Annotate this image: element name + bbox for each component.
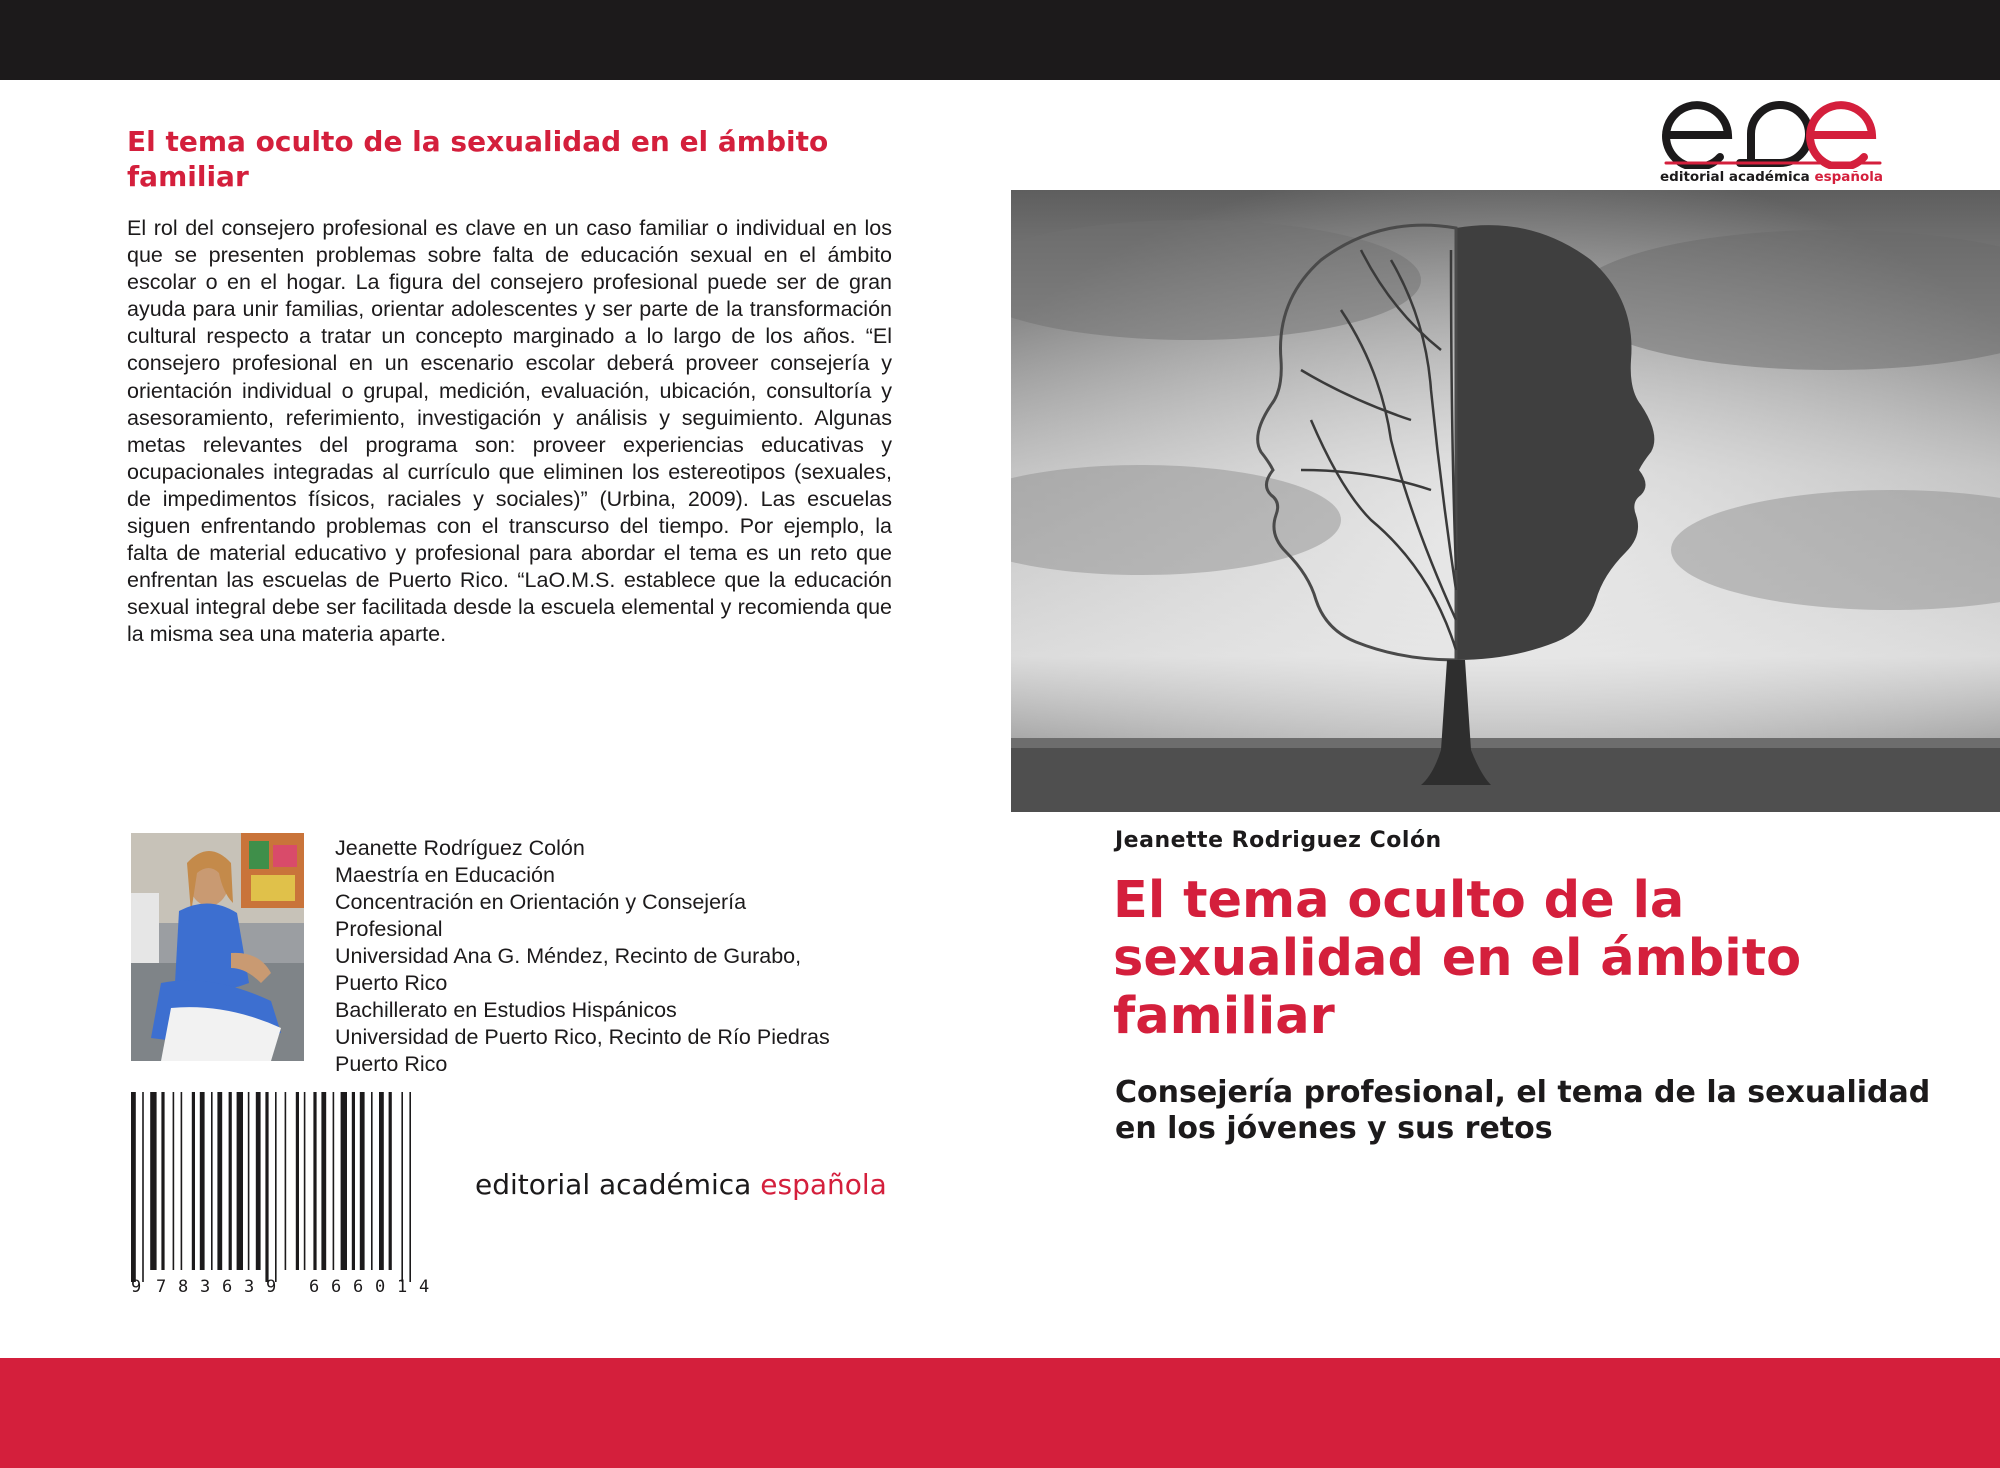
barcode-bar	[304, 1092, 306, 1270]
author-bio-line: Profesional	[335, 917, 443, 941]
back-cover-blurb: El rol del consejero profesional es clave en un caso familiar o individual en los que se presenten problemas sobre falta de educación sexual en el ámbito escolar o en el hogar. La figura del consejero profesional puede ser de gran ayuda para unir familias, orientar adolescentes y ser parte de la transformación cultural respecto a tratar un concepto marginado a lo largo de los años. “El consejero profesional en un escenario escolar deberá proveer consejería y orientación individual o grupal, medición, evaluación, ubicación, consultoría y asesoramiento, referimiento, investigación y análisis y seguimiento. Algunas metas relevantes del programa son: proveer experiencias educativas y ocupacionales integradas al currículo que eliminen los estereotipos (sexuales, de impedimentos físicos, raciales y sociales)” (Urbina, 2009). Las escuelas siguen enfrentando problemas con el transcurso del tiempo. Por ejemplo, la falta de material educativo y profesional para abordar el tema es un reto que enfrentan las escuelas de Puerto Rico. “LaO.M.S. establece que la educación sexual integral debe ser facilitada desde la escuela elemental y recomienda que la misma sea una materia aparte.	[127, 216, 892, 647]
barcode-bar	[161, 1092, 164, 1270]
front-cover-subtitle: Consejería profesional, el tema de la sexualidad en los jóvenes y sus retos	[1115, 1075, 1931, 1146]
barcode-bar	[256, 1092, 261, 1270]
barcode-bar	[313, 1092, 316, 1270]
publisher-name-main: editorial académica	[475, 1168, 752, 1201]
barcode-bar	[229, 1092, 232, 1270]
isbn-digit: 9	[131, 1277, 142, 1297]
isbn-digit: 6	[222, 1277, 233, 1297]
publisher-logo	[1658, 97, 1888, 187]
bottom-bar	[0, 1358, 2000, 1468]
isbn-digit: 4	[419, 1277, 430, 1297]
barcode-bar	[248, 1092, 250, 1270]
barcode-bar	[401, 1092, 403, 1282]
barcode-bar	[150, 1092, 156, 1270]
barcode-bar	[352, 1092, 355, 1270]
author-bio	[335, 835, 895, 1078]
barcode-bar	[409, 1092, 411, 1282]
barcode-bar	[173, 1092, 175, 1270]
barcode-bars	[131, 1092, 411, 1282]
logo-caption	[1660, 169, 1883, 185]
isbn-digit: 0	[375, 1277, 386, 1297]
isbn-digit: 1	[397, 1277, 408, 1297]
barcode-bar	[389, 1092, 392, 1270]
cover-image	[1011, 190, 2000, 812]
isbn-digit: 6	[353, 1277, 364, 1297]
tree-head-silhouette-icon	[1011, 190, 2000, 812]
author-bio-line: Puerto Rico	[335, 971, 448, 995]
front-author-name: Jeanette Rodriguez Colón	[1115, 828, 1442, 853]
barcode-bar	[275, 1092, 277, 1282]
author-bio-line: Bachillerato en Estudios Hispánicos	[335, 998, 677, 1022]
barcode-bar	[333, 1092, 335, 1270]
logo-caption-accent: española	[1814, 169, 1884, 185]
front-cover-title: El tema oculto de la sexualidad en el ámbito familiar	[1113, 871, 1802, 1046]
eae-logo-icon	[1658, 97, 1888, 169]
publisher-name-accent: española	[760, 1168, 887, 1201]
barcode-bar	[181, 1092, 183, 1270]
barcode-bar	[379, 1092, 384, 1270]
barcode-bar	[142, 1092, 144, 1282]
author-bio-line: Concentración en Orientación y Consejería	[335, 890, 747, 914]
barcode-bar	[265, 1092, 268, 1282]
top-bar	[0, 0, 2000, 80]
author-photo-illustration	[131, 833, 304, 1061]
barcode-bar	[296, 1092, 299, 1270]
isbn-digit: 3	[244, 1277, 255, 1297]
barcode-bar	[200, 1092, 205, 1270]
barcode-bar	[321, 1092, 326, 1270]
barcode-bar	[371, 1092, 373, 1270]
author-bio-line: Universidad Ana G. Méndez, Recinto de Gurabo,	[335, 944, 802, 968]
barcode-bar	[360, 1092, 365, 1270]
author-bio-line: Puerto Rico	[335, 1052, 448, 1076]
barcode-bar	[341, 1092, 347, 1270]
barcode-bar	[192, 1092, 195, 1270]
barcode-bar	[285, 1092, 287, 1270]
isbn-digit: 8	[178, 1277, 189, 1297]
barcode-bar	[217, 1092, 222, 1270]
author-bio-line: Maestría en Educación	[335, 863, 555, 887]
author-bio-line: Jeanette Rodríguez Colón	[335, 836, 585, 860]
isbn-digit: 3	[200, 1277, 211, 1297]
isbn-barcode	[131, 1092, 461, 1302]
back-cover-title: El tema oculto de la sexualidad en el ámbito familiar	[127, 125, 829, 193]
author-photo	[131, 833, 304, 1061]
isbn-digit: 7	[156, 1277, 167, 1297]
barcode-bar	[211, 1092, 213, 1270]
isbn-digit: 6	[331, 1277, 342, 1297]
logo-caption-main: editorial académica	[1660, 169, 1810, 185]
isbn-digit: 6	[309, 1277, 320, 1297]
isbn-digit: 9	[266, 1277, 277, 1297]
back-publisher-name	[475, 1168, 887, 1201]
barcode-bar	[237, 1092, 243, 1270]
author-bio-line: Universidad de Puerto Rico, Recinto de Río Piedras	[335, 1025, 830, 1049]
barcode-bar	[131, 1092, 136, 1282]
